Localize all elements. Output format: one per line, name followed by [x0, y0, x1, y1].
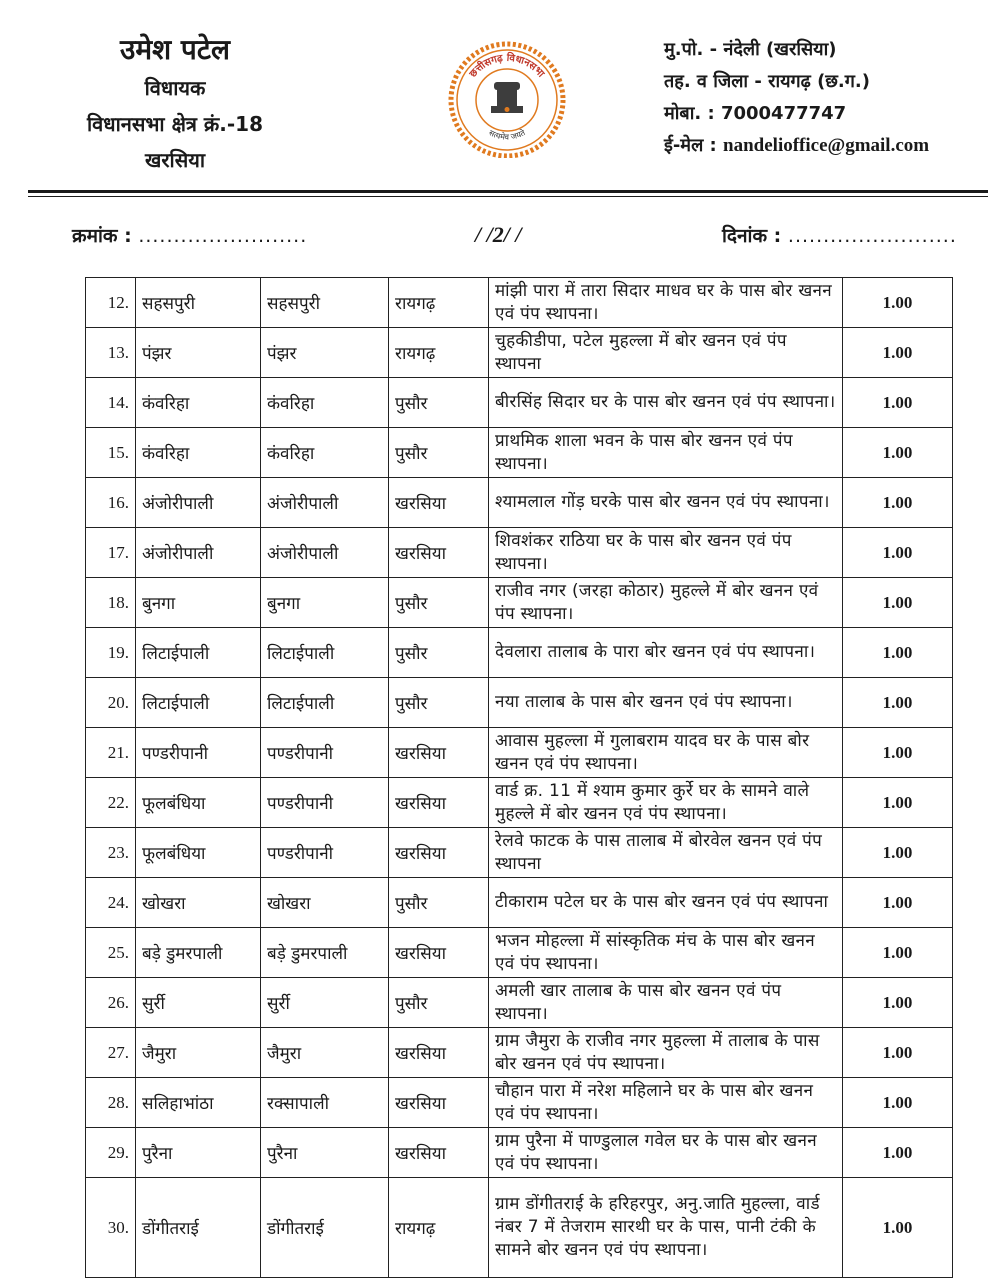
row-amount: 1.00 — [843, 828, 953, 878]
row-work-description: शिवशंकर राठिया घर के पास बोर खनन एवं पंप स्थापना। — [489, 528, 843, 578]
row-panchayat: पण्डरीपानी — [261, 828, 389, 878]
seal-top-text: छत्तीसगढ़ विधानसभा — [467, 52, 547, 80]
works-table — [85, 277, 953, 1278]
row-village: पुरैना — [136, 1128, 261, 1178]
table-row — [86, 728, 953, 778]
email-row — [664, 130, 984, 162]
row-panchayat: सुर्री — [261, 978, 389, 1028]
row-amount: 1.00 — [843, 928, 953, 978]
row-panchayat: सहसपुरी — [261, 278, 389, 328]
row-amount: 1.00 — [843, 978, 953, 1028]
row-village: जैमुरा — [136, 1028, 261, 1078]
row-panchayat: कंवरिहा — [261, 378, 389, 428]
row-serial-number: 20. — [86, 678, 136, 728]
row-work-description: ग्राम जैमुरा के राजीव नगर मुहल्ला में तालाब के पास बोर खनन एवं पंप स्थापना। — [489, 1028, 843, 1078]
table-row — [86, 978, 953, 1028]
row-serial-number: 14. — [86, 378, 136, 428]
row-block: पुसौर — [389, 628, 489, 678]
mobile-row — [664, 98, 984, 130]
page-marker: / /2/ / — [475, 222, 522, 247]
row-block: खरसिया — [389, 528, 489, 578]
row-amount: 1.00 — [843, 628, 953, 678]
row-village: सहसपुरी — [136, 278, 261, 328]
row-work-description: राजीव नगर (जरहा कोठार) मुहल्ले में बोर खनन एवं पंप स्थापना। — [489, 578, 843, 628]
row-amount: 1.00 — [843, 328, 953, 378]
row-block: पुसौर — [389, 978, 489, 1028]
row-block: पुसौर — [389, 578, 489, 628]
row-serial-number: 30. — [86, 1178, 136, 1278]
row-block: पुसौर — [389, 428, 489, 478]
table-row — [86, 328, 953, 378]
table-row — [86, 928, 953, 978]
row-panchayat: रक्सापाली — [261, 1078, 389, 1128]
row-village: कंवरिहा — [136, 378, 261, 428]
table-row — [86, 828, 953, 878]
reference-number — [72, 222, 307, 248]
row-village: बड़े डुमरपाली — [136, 928, 261, 978]
row-serial-number: 27. — [86, 1028, 136, 1078]
row-amount: 1.00 — [843, 428, 953, 478]
row-block: खरसिया — [389, 1078, 489, 1128]
row-village: डोंगीतराई — [136, 1178, 261, 1278]
table-row — [86, 378, 953, 428]
letterhead-left — [70, 30, 280, 178]
row-amount: 1.00 — [843, 678, 953, 728]
row-work-description: प्राथमिक शाला भवन के पास बोर खनन एवं पंप स्थापना। — [489, 428, 843, 478]
row-serial-number: 21. — [86, 728, 136, 778]
row-work-description: नया तालाब के पास बोर खनन एवं पंप स्थापना। — [489, 678, 843, 728]
row-work-description: अमली खार तालाब के पास बोर खनन एवं पंप स्थापना। — [489, 978, 843, 1028]
row-panchayat: अंजोरीपाली — [261, 528, 389, 578]
constituency-number: विधानसभा क्षेत्र क्रं.-18 — [86, 112, 264, 136]
row-panchayat: लिटाईपाली — [261, 628, 389, 678]
table-row — [86, 578, 953, 628]
row-panchayat: पुरैना — [261, 1128, 389, 1178]
row-block: रायगढ़ — [389, 1178, 489, 1278]
row-block: खरसिया — [389, 728, 489, 778]
table-row — [86, 778, 953, 828]
table-row — [86, 428, 953, 478]
address-line-2: तह. व जिला - रायगढ़ (छ.ग.) — [664, 71, 870, 92]
row-work-description: देवलारा तालाब के पारा बोर खनन एवं पंप स्थापना। — [489, 628, 843, 678]
row-village: लिटाईपाली — [136, 678, 261, 728]
row-block: खरसिया — [389, 1128, 489, 1178]
row-panchayat: पण्डरीपानी — [261, 778, 389, 828]
mobile-number: 7000477747 — [720, 103, 847, 124]
letterhead-right — [664, 34, 984, 162]
row-panchayat: डोंगीतराई — [261, 1178, 389, 1278]
email-label: ई-मेल : — [664, 135, 717, 156]
row-panchayat: बड़े डुमरपाली — [261, 928, 389, 978]
row-serial-number: 22. — [86, 778, 136, 828]
mobile-label: मोबा. : — [664, 103, 715, 124]
row-serial-number: 29. — [86, 1128, 136, 1178]
header-divider-thin — [28, 196, 988, 197]
assembly-seal-emblem — [444, 40, 570, 158]
row-block: खरसिया — [389, 1028, 489, 1078]
row-amount: 1.00 — [843, 478, 953, 528]
row-work-description: आवास मुहल्ला में गुलाबराम यादव घर के पास बोर खनन एवं पंप स्थापना। — [489, 728, 843, 778]
row-work-description: रेलवे फाटक के पास तालाब में बोरवेल खनन एवं पंप स्थापना — [489, 828, 843, 878]
row-block: पुसौर — [389, 878, 489, 928]
seal-bottom-text: सत्यमेव जयते — [487, 128, 527, 142]
row-amount: 1.00 — [843, 528, 953, 578]
row-block: खरसिया — [389, 828, 489, 878]
row-village: अंजोरीपाली — [136, 528, 261, 578]
table-row — [86, 1078, 953, 1128]
row-village: पण्डरीपानी — [136, 728, 261, 778]
row-village: खोखरा — [136, 878, 261, 928]
row-panchayat: पंझर — [261, 328, 389, 378]
kramank-label: क्रमांक : — [72, 225, 132, 247]
row-work-description: श्यामलाल गोंड़ घरके पास बोर खनन एवं पंप स्थापना। — [489, 478, 843, 528]
row-panchayat: लिटाईपाली — [261, 678, 389, 728]
mla-name: उमेश पटेल — [120, 33, 230, 66]
row-village: फूलबंधिया — [136, 828, 261, 878]
row-panchayat: खोखरा — [261, 878, 389, 928]
row-village: बुनगा — [136, 578, 261, 628]
row-work-description: वार्ड क्र. 11 में श्याम कुमार कुर्रे घर के सामने वाले मुहल्ले में बोर खनन एवं पंप स्थापना। — [489, 778, 843, 828]
row-serial-number: 25. — [86, 928, 136, 978]
row-serial-number: 16. — [86, 478, 136, 528]
row-block: रायगढ़ — [389, 278, 489, 328]
row-amount: 1.00 — [843, 1078, 953, 1128]
row-serial-number: 28. — [86, 1078, 136, 1128]
row-work-description: भजन मोहल्ला में सांस्कृतिक मंच के पास बोर खनन एवं पंप स्थापना। — [489, 928, 843, 978]
row-work-description: चुहकीडीपा, पटेल मुहल्ला में बोर खनन एवं पंप स्थापना — [489, 328, 843, 378]
row-work-description: मांझी पारा में तारा सिदार माधव घर के पास बोर खनन एवं पंप स्थापना। — [489, 278, 843, 328]
reference-date — [722, 222, 957, 248]
kramank-blank: ........................ — [138, 225, 308, 247]
row-panchayat: कंवरिहा — [261, 428, 389, 478]
row-serial-number: 18. — [86, 578, 136, 628]
row-serial-number: 19. — [86, 628, 136, 678]
row-work-description: ग्राम डोंगीतराई के हरिहरपुर, अनु.जाति मुहल्ला, वार्ड नंबर 7 में तेजराम सारथी घर के पास, पानी टंकी के सामने बोर खनन एवं पंप स्थापना। — [489, 1178, 843, 1278]
header-divider-thick — [28, 190, 988, 193]
row-amount: 1.00 — [843, 878, 953, 928]
table-row — [86, 1178, 953, 1278]
row-village: सलिहाभांठा — [136, 1078, 261, 1128]
row-amount: 1.00 — [843, 1128, 953, 1178]
constituency-name: खरसिया — [144, 148, 206, 172]
row-work-description: बीरसिंह सिदार घर के पास बोर खनन एवं पंप स्थापना। — [489, 378, 843, 428]
row-work-description: टीकाराम पटेल घर के पास बोर खनन एवं पंप स्थापना — [489, 878, 843, 928]
row-serial-number: 17. — [86, 528, 136, 578]
row-panchayat: जैमुरा — [261, 1028, 389, 1078]
row-amount: 1.00 — [843, 578, 953, 628]
row-village: अंजोरीपाली — [136, 478, 261, 528]
row-block: खरसिया — [389, 928, 489, 978]
row-amount: 1.00 — [843, 378, 953, 428]
row-block: पुसौर — [389, 378, 489, 428]
row-village: फूलबंधिया — [136, 778, 261, 828]
row-panchayat: अंजोरीपाली — [261, 478, 389, 528]
row-village: सुर्री — [136, 978, 261, 1028]
address-line-1: मु.पो. - नंदेली (खरसिया) — [664, 39, 837, 60]
row-panchayat: बुनगा — [261, 578, 389, 628]
row-serial-number: 23. — [86, 828, 136, 878]
dinank-blank: ........................ — [787, 225, 957, 247]
row-village: कंवरिहा — [136, 428, 261, 478]
table-row — [86, 678, 953, 728]
row-serial-number: 13. — [86, 328, 136, 378]
row-amount: 1.00 — [843, 728, 953, 778]
mla-designation: विधायक — [144, 76, 206, 100]
table-row — [86, 278, 953, 328]
row-serial-number: 15. — [86, 428, 136, 478]
row-serial-number: 24. — [86, 878, 136, 928]
row-block: रायगढ़ — [389, 328, 489, 378]
row-amount: 1.00 — [843, 1178, 953, 1278]
table-row — [86, 478, 953, 528]
row-block: खरसिया — [389, 478, 489, 528]
works-table-body — [86, 278, 953, 1278]
table-row — [86, 878, 953, 928]
row-village: लिटाईपाली — [136, 628, 261, 678]
dinank-label: दिनांक : — [722, 225, 782, 247]
row-amount: 1.00 — [843, 1028, 953, 1078]
row-amount: 1.00 — [843, 778, 953, 828]
row-work-description: चौहान पारा में नरेश महिलाने घर के पास बोर खनन एवं पंप स्थापना। — [489, 1078, 843, 1128]
table-row — [86, 1028, 953, 1078]
row-panchayat: पण्डरीपानी — [261, 728, 389, 778]
email-address: nandelioffice@gmail.com — [723, 135, 930, 156]
table-row — [86, 628, 953, 678]
row-serial-number: 12. — [86, 278, 136, 328]
row-work-description: ग्राम पुरैना में पाण्डुलाल गवेल घर के पास बोर खनन एवं पंप स्थापना। — [489, 1128, 843, 1178]
row-block: खरसिया — [389, 778, 489, 828]
table-row — [86, 528, 953, 578]
row-village: पंझर — [136, 328, 261, 378]
table-row — [86, 1128, 953, 1178]
row-block: पुसौर — [389, 678, 489, 728]
row-serial-number: 26. — [86, 978, 136, 1028]
row-amount: 1.00 — [843, 278, 953, 328]
